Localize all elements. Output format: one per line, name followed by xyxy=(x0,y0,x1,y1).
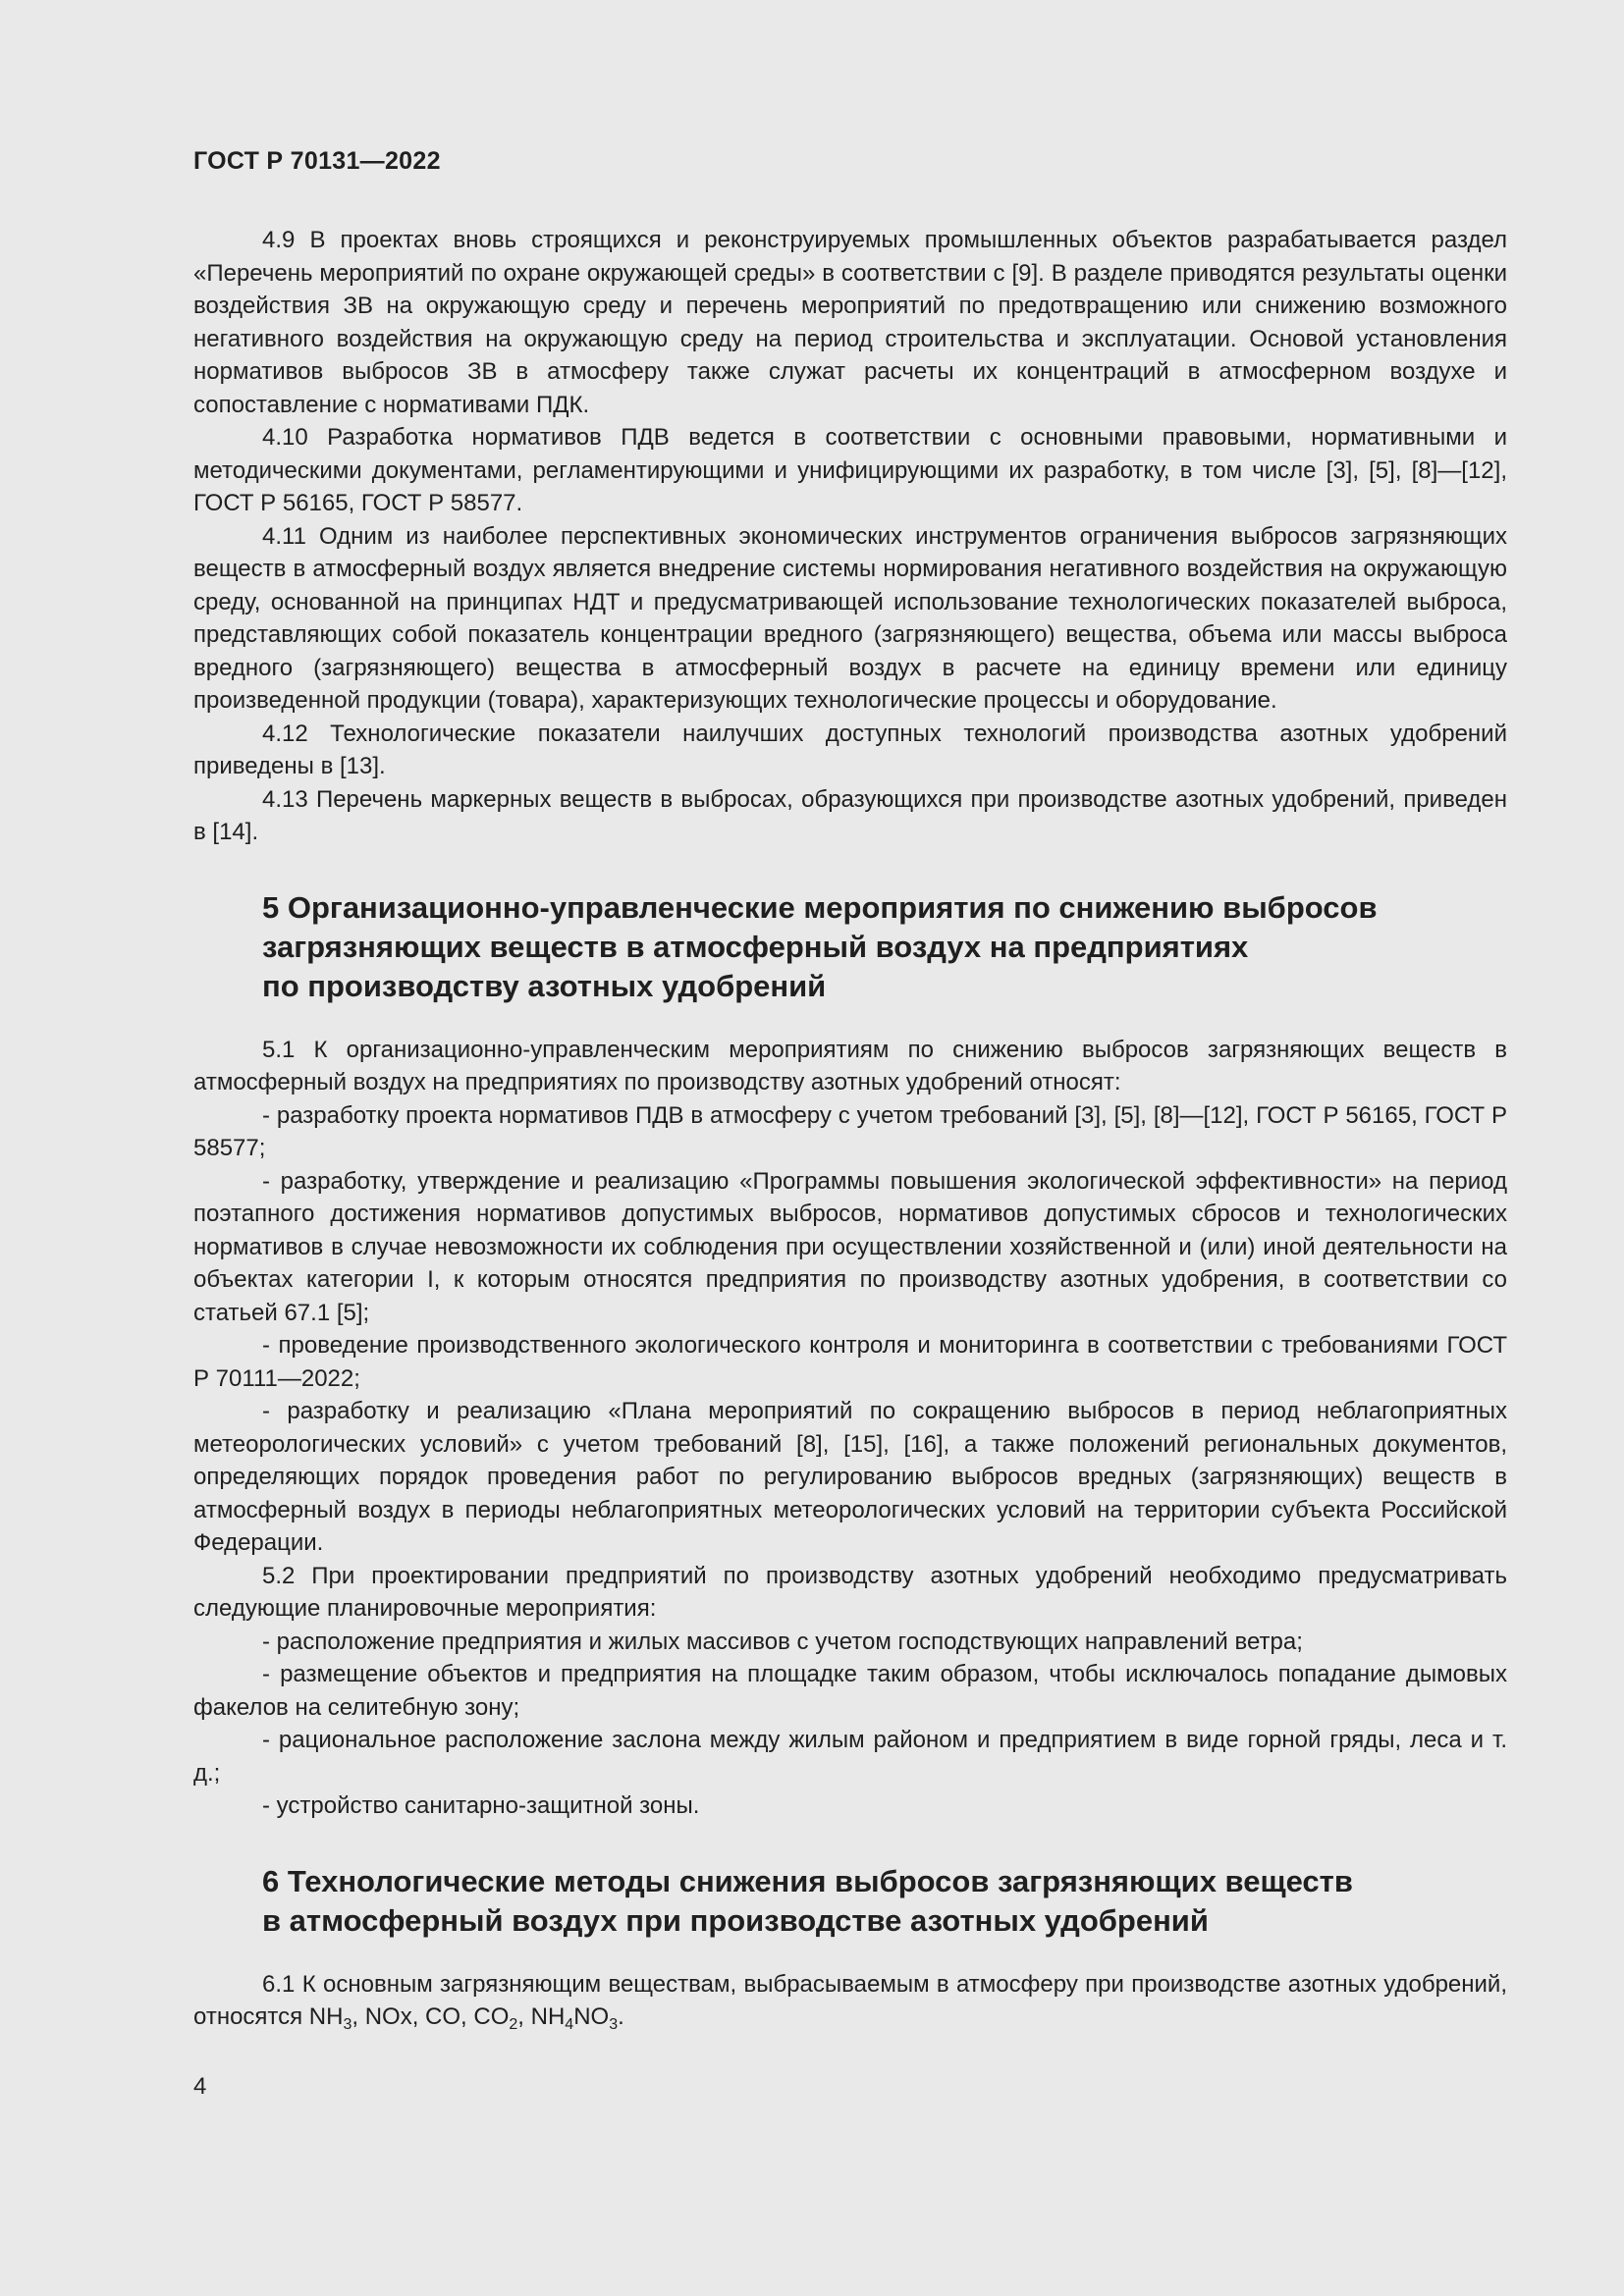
paragraph-6-1-text: 6.1 К основным загрязняющим веществам, выбрасываемым в атмосферу при производстве азотных удобрений, относятся xyxy=(193,1970,1507,2030)
subscript: 4 xyxy=(565,2016,574,2033)
paragraph-4-10: 4.10 Разработка нормативов ПДВ ведется в соответствии с основными правовыми, нормативными и методическими документами, регламентирующими и унифицирующими их разработку, в том числе [3], [5], [8]—[12], ГОСТ Р 56165, ГОСТ Р 58577. xyxy=(193,424,1507,516)
list-item: - рациональное расположение заслона между жилым районом и предприятием в виде горной гряды, леса и т. д.; xyxy=(193,1727,1507,1787)
subscript: 2 xyxy=(509,2016,518,2033)
list-item: - размещение объектов и предприятия на площадке таким образом, чтобы исключалось попадание дымовых факелов на селитебную зону; xyxy=(193,1661,1507,1721)
paragraph-5-1: 5.1 К организационно-управленческим мероприятиям по снижению выбросов загрязняющих веществ в атмосферный воздух на предприятиях по производству азотных удобрений относят: xyxy=(193,1036,1507,1095)
paragraph-4-12: 4.12 Технологические показатели наилучших доступных технологий производства азотных удобрений приведены в [13]. xyxy=(193,720,1507,779)
paragraph-4-9: 4.9 В проектах вновь строящихся и реконструируемых промышленных объектов разрабатывается раздел «Перечень мероприятий по охране окружающей среды» в соответствии с [9]. В разделе приводятся результаты оценки воздействия ЗВ на окружающую среду и перечень мероприятий по предотвращению или снижению возможного негативного воздействия на окружающую среду на период строительства и эксплуатации. Основой установления нормативов выбросов ЗВ в атмосферу также служат расчеты их концентраций в атмосферном воздухе и сопоставление с нормативами ПДК. xyxy=(193,227,1507,418)
list-item: - разработку проекта нормативов ПДВ в атмосферу с учетом требований [3], [5], [8]—[12], ГОСТ Р 56165, ГОСТ Р 58577; xyxy=(193,1101,1507,1161)
paragraph-4-11: 4.11 Одним из наиболее перспективных экономических инструментов ограничения выбросов загрязняющих веществ в атмосферный воздух является внедрение системы нормирования негативного воздействия на окружающую среду, основанной на принципах НДТ и предусматривающей использование технологических показателей выброса, представляющих собой показатель концентрации вредного (загрязняющего) вещества, объема или массы выброса вредного (загрязняющего) вещества в атмосферный воздух в расчете на единицу времени или единицу произведенной продукции (товара), характеризующих технологические процессы и оборудование. xyxy=(193,522,1507,714)
list-item: - расположение предприятия и жилых массивов с учетом господствующих направлений ветра; xyxy=(262,1628,1303,1655)
paragraph-6-1 xyxy=(193,1968,1507,2034)
formula-separator: , NH xyxy=(517,2003,566,2030)
section-6-heading-line2: в атмосферный воздух при производстве азотных удобрений xyxy=(262,1902,1209,1938)
page-number: 4 xyxy=(193,2073,207,2100)
section-6-heading-line1: 6 Технологические методы снижения выбросов загрязняющих веществ xyxy=(262,1863,1353,1898)
document-body xyxy=(193,224,1507,2034)
section-6-heading xyxy=(262,1862,1507,1941)
section-5-heading xyxy=(262,888,1507,1006)
section-5-heading-line2: загрязняющих веществ в атмосферный воздух на предприятиях xyxy=(262,929,1249,964)
document-code-header: ГОСТ Р 70131—2022 xyxy=(193,147,441,175)
list-item: - разработку, утверждение и реализацию «Программы повышения экологической эффективности» на период поэтапного достижения нормативов допустимых выбросов, нормативов допустимых сбросов и технологических нормативов в случае невозможности их соблюдения при осуществлении хозяйственной и (или) иной деятельности на объектах категории I, к которым относятся предприятия по производству азотных удобрения, в соответствии со статьей 67.1 [5]; xyxy=(193,1167,1507,1326)
formula-nh3: NH xyxy=(308,2003,344,2030)
formula-no3: NO xyxy=(573,2003,610,2030)
section-5-heading-line1: 5 Организационно-управленческие мероприятия по снижению выбросов xyxy=(262,889,1378,925)
subscript: 3 xyxy=(343,2016,352,2033)
formula-end: . xyxy=(618,2003,624,2030)
subscript: 3 xyxy=(609,2016,619,2033)
list-item: - проведение производственного экологического контроля и мониторинга в соответствии с требованиями ГОСТ Р 70111—2022; xyxy=(193,1332,1507,1392)
paragraph-4-13: 4.13 Перечень маркерных веществ в выбросах, образующихся при производстве азотных удобрений, приведен в [14]. xyxy=(193,785,1507,845)
list-item: - устройство санитарно-защитной зоны. xyxy=(262,1792,700,1819)
formula-separator: , NOx, CO, CO xyxy=(352,2003,510,2030)
section-5-heading-line3: по производству азотных удобрений xyxy=(262,968,827,1003)
list-item: - разработку и реализацию «Плана мероприятий по сокращению выбросов в период неблагоприятных метеорологических условий» с учетом требований [8], [15], [16], а также положений региональных документов, определяющих порядок проведения работ по регулированию выбросов вредных (загрязняющих) веществ в атмосферный воздух в периоды неблагоприятных метеорологических условий на территории субъекта Российской Федерации. xyxy=(193,1398,1507,1556)
paragraph-5-2: 5.2 При проектировании предприятий по производству азотных удобрений необходимо предусматривать следующие планировочные мероприятия: xyxy=(193,1562,1507,1622)
